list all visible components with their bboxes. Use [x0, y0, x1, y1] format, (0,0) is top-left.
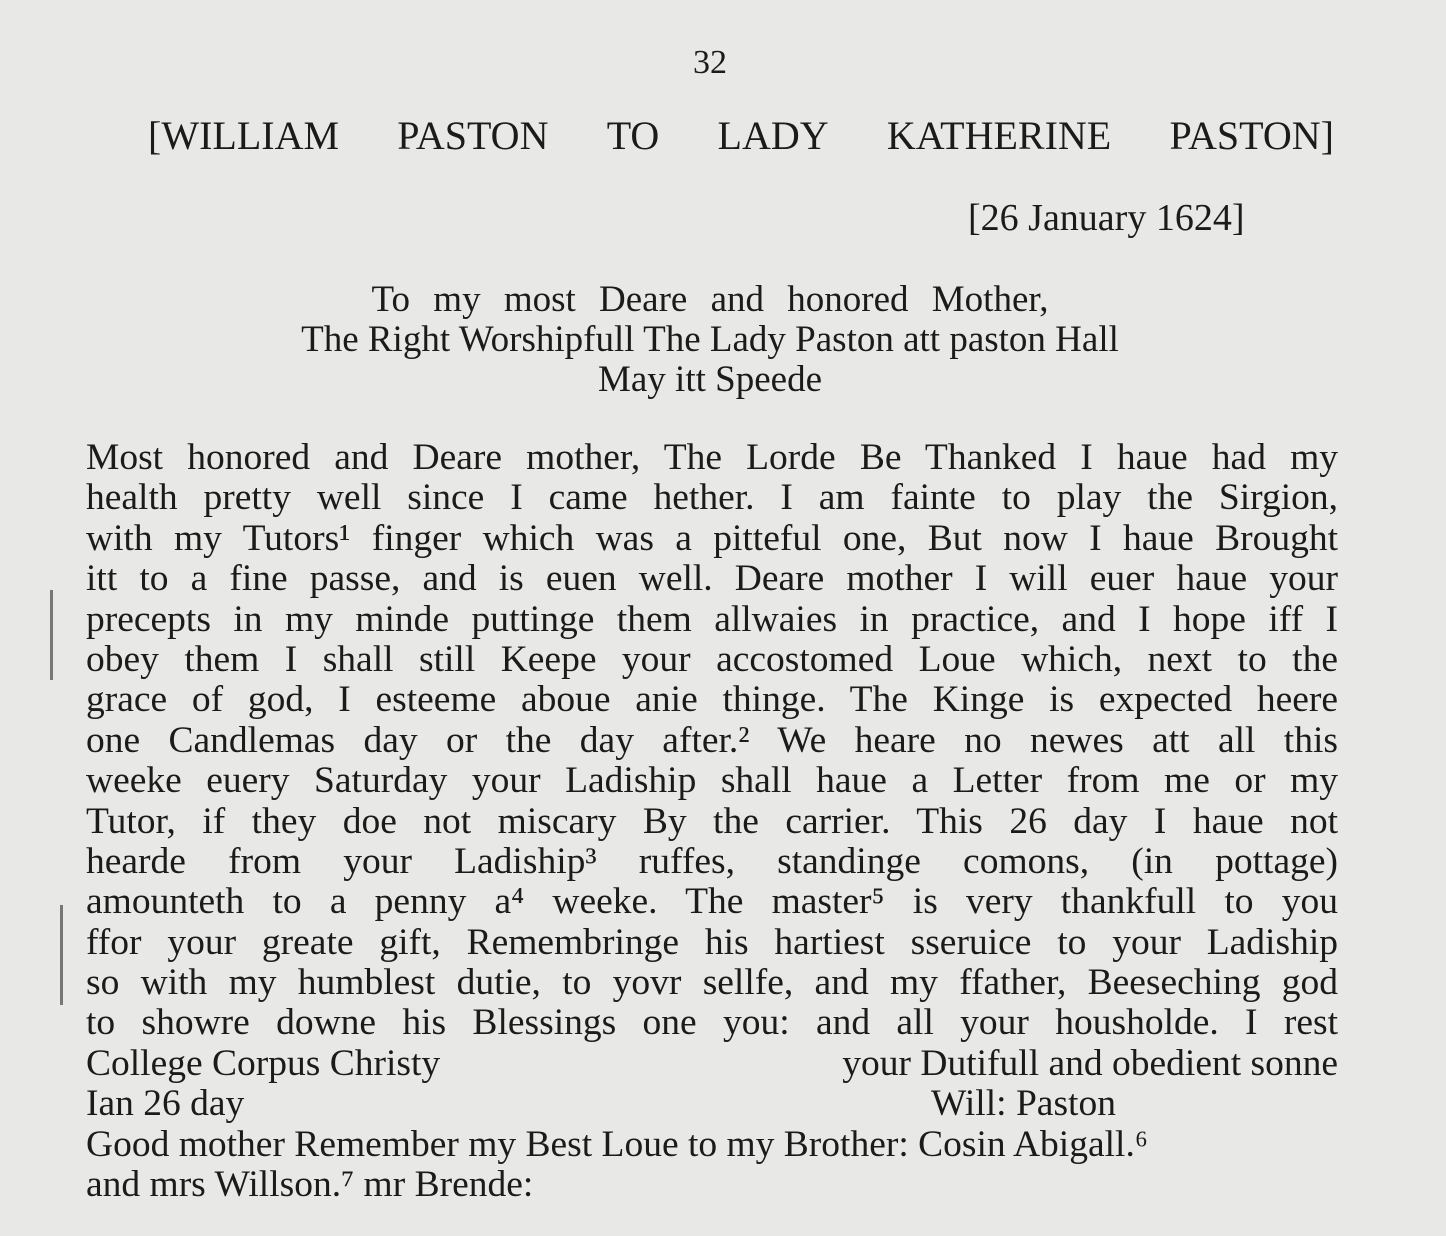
margin-mark: [50, 590, 53, 680]
heading-word: KATHERINE: [886, 113, 1112, 158]
letter-line: obey them I shall still Keepe your accostomed Loue which, next to the: [86, 638, 1338, 680]
postscript-line: Good mother Remember my Best Loue to my Brother: Cosin Abigall.⁶: [86, 1123, 1148, 1165]
letter-line: Most honored and Deare mother, The Lorde Be Thanked I haue had my: [86, 437, 1338, 478]
signature-row: [86, 1084, 1338, 1124]
letter-body: [86, 438, 1338, 1205]
letter-line: so with my humblest dutie, to yovr sellfe, and my ffather, Beeseching god: [86, 962, 1338, 1004]
closing-place: College Corpus Christy: [86, 1042, 441, 1084]
letter-line: amounteth to a penny a⁴ weeke. The master⁵ is very thankfull to you: [86, 881, 1338, 923]
margin-mark: [60, 905, 63, 1005]
letter-line: health pretty well since I came hether. I am fainte to play the Sirgion,: [86, 477, 1338, 519]
letter-line: hearde from your Ladiship³ ruffes, standinge comons, (in pottage): [86, 840, 1338, 882]
heading-word: [WILLIAM: [148, 113, 340, 158]
address-line: May itt Speede: [597, 359, 822, 400]
heading-word: LADY: [717, 113, 829, 158]
address-line: The Right Worshipfull The Lady Paston att paston Hall: [301, 319, 1119, 360]
letter-line: one Candlemas day or the day after.² We heare no newes att all this: [86, 719, 1338, 761]
closing-dateline: Ian 26 day: [86, 1083, 245, 1125]
postscript-line: and mrs Willson.⁷ mr Brende:: [86, 1164, 534, 1206]
letter-line: ffor your greate gift, Remembringe his hartiest sseruice to your Ladiship: [86, 921, 1338, 963]
closing-row: [86, 1044, 1338, 1084]
address-line: To my most Deare and honored Mother,: [371, 279, 1049, 320]
page-number: 32: [693, 44, 727, 81]
heading-word: PASTON: [397, 113, 549, 158]
heading-word: PASTON]: [1169, 113, 1334, 158]
letter-heading: [148, 112, 1334, 159]
letter-line: weeke euery Saturday your Ladiship shall haue a Letter from me or my: [86, 760, 1338, 802]
letter-line: Tutor, if they doe not miscary By the carrier. This 26 day I haue not: [86, 800, 1338, 842]
heading-word: TO: [606, 113, 660, 158]
letter-line: grace of god, I esteeme aboue anie thinge. The Kinge is expected heere: [86, 679, 1338, 721]
letter-date: [26 January 1624]: [968, 197, 1245, 239]
closing-valediction: your Dutifull and obedient sonne: [842, 1042, 1338, 1084]
letter-line: with my Tutors¹ finger which was a pitteful one, But now I haue Brought: [86, 517, 1338, 559]
signature: Will: Paston: [931, 1083, 1116, 1125]
letter-line: precepts in my minde puttinge them allwaies in practice, and I hope iff I: [86, 598, 1338, 640]
letter-line: to showre downe his Blessings one you: and all your housholde. I rest: [86, 1002, 1338, 1044]
letter-line: itt to a fine passe, and is euen well. Deare mother I will euer haue your: [86, 558, 1338, 600]
